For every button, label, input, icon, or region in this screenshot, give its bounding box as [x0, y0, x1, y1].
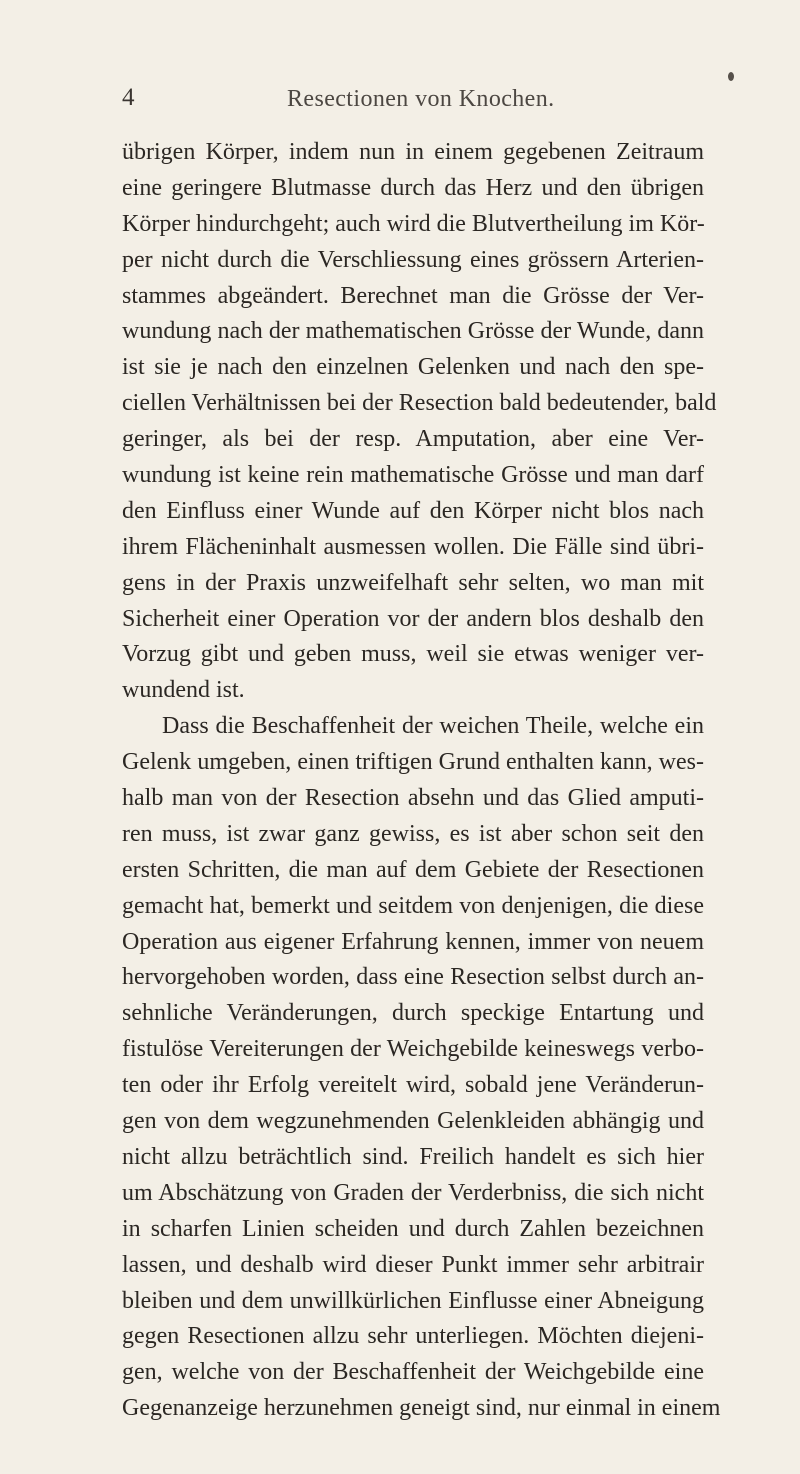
text-line: Sicherheit einer Operation vor der andern blos deshalb den [122, 605, 704, 632]
text-line: gen, welche von der Beschaffenheit der Weichgebilde eine [122, 1359, 704, 1386]
text-line: wundung nach der mathematischen Grösse der Wunde, dann [122, 318, 704, 345]
text-line: übrigen Körper, indem nun in einem gegebenen Zeitraum [122, 139, 704, 165]
text-line: sehnliche Veränderungen, durch speckige Entartung und [122, 1000, 704, 1027]
text-line: eine geringere Blutmasse durch das Herz und den übrigen [122, 174, 704, 201]
ink-spot [728, 72, 734, 81]
text-line: geringer, als bei der resp. Amputation, aber eine Ver- [122, 426, 704, 453]
text-line: gemacht hat, bemerkt und seitdem von denjenigen, die diese [122, 892, 704, 919]
text-line: Dass die Beschaffenheit der weichen Theile, welche ein [162, 713, 704, 740]
text-line: Gegenanzeige herzunehmen geneigt sind, nur einmal in einem [122, 1395, 721, 1422]
text-line: ist sie je nach den einzelnen Gelenken und nach den spe- [122, 354, 704, 381]
text-line: ren muss, ist zwar ganz gewiss, es ist aber schon seit den [122, 820, 704, 847]
text-line: um Abschätzung von Graden der Verderbniss, die sich nicht [122, 1179, 704, 1206]
text-line: Operation aus eigener Erfahrung kennen, immer von neuem [122, 928, 704, 955]
text-line: lassen, und deshalb wird dieser Punkt immer sehr arbitrair [122, 1251, 704, 1278]
text-line: per nicht durch die Verschliessung eines grössern Arterien- [122, 246, 704, 273]
text-line: halb man von der Resection absehn und das Glied amputi- [122, 785, 704, 812]
text-line: gens in der Praxis unzweifelhaft sehr selten, wo man mit [122, 569, 704, 596]
text-line: ciellen Verhältnissen bei der Resection bald bedeutender, bald [122, 390, 717, 417]
page-header [122, 84, 704, 120]
text-line: fistulöse Vereiterungen der Weichgebilde keineswegs verbo- [122, 1036, 704, 1063]
text-line: wundend ist. [122, 677, 245, 704]
text-line: in scharfen Linien scheiden und durch Zahlen bezeichnen [122, 1215, 704, 1242]
text-line: gegen Resectionen allzu sehr unterliegen. Möchten diejeni- [122, 1323, 704, 1350]
text-line: nicht allzu beträchtlich sind. Freilich handelt es sich hier [122, 1143, 704, 1170]
text-line: Vorzug gibt und geben muss, weil sie etwas weniger ver- [122, 641, 704, 668]
text-line: den Einfluss einer Wunde auf den Körper nicht blos nach [122, 497, 704, 524]
running-head: Resectionen von Knochen. [287, 86, 555, 112]
text-line: Gelenk umgeben, einen triftigen Grund enthalten kann, wes- [122, 749, 704, 776]
text-line: ersten Schritten, die man auf dem Gebiete der Resectionen [122, 856, 704, 883]
text-line: hervorgehoben worden, dass eine Resection selbst durch an- [122, 964, 704, 991]
text-line: ihrem Flächeninhalt ausmessen wollen. Die Fälle sind übri- [122, 533, 704, 560]
text-line: Körper hindurchgeht; auch wird die Blutvertheilung im Kör- [122, 210, 705, 237]
text-line: gen von dem wegzunehmenden Gelenkleiden abhängig und [122, 1108, 704, 1135]
text-line: bleiben und dem unwillkürlichen Einflusse einer Abneigung [122, 1287, 704, 1314]
body-text [122, 135, 721, 1427]
text-line: wundung ist keine rein mathematische Grösse und man darf [122, 462, 704, 489]
text-line: ten oder ihr Erfolg vereitelt wird, sobald jene Veränderun- [122, 1072, 704, 1099]
text-line: stammes abgeändert. Berechnet man die Grösse der Ver- [122, 282, 704, 309]
page-number: 4 [122, 84, 135, 111]
